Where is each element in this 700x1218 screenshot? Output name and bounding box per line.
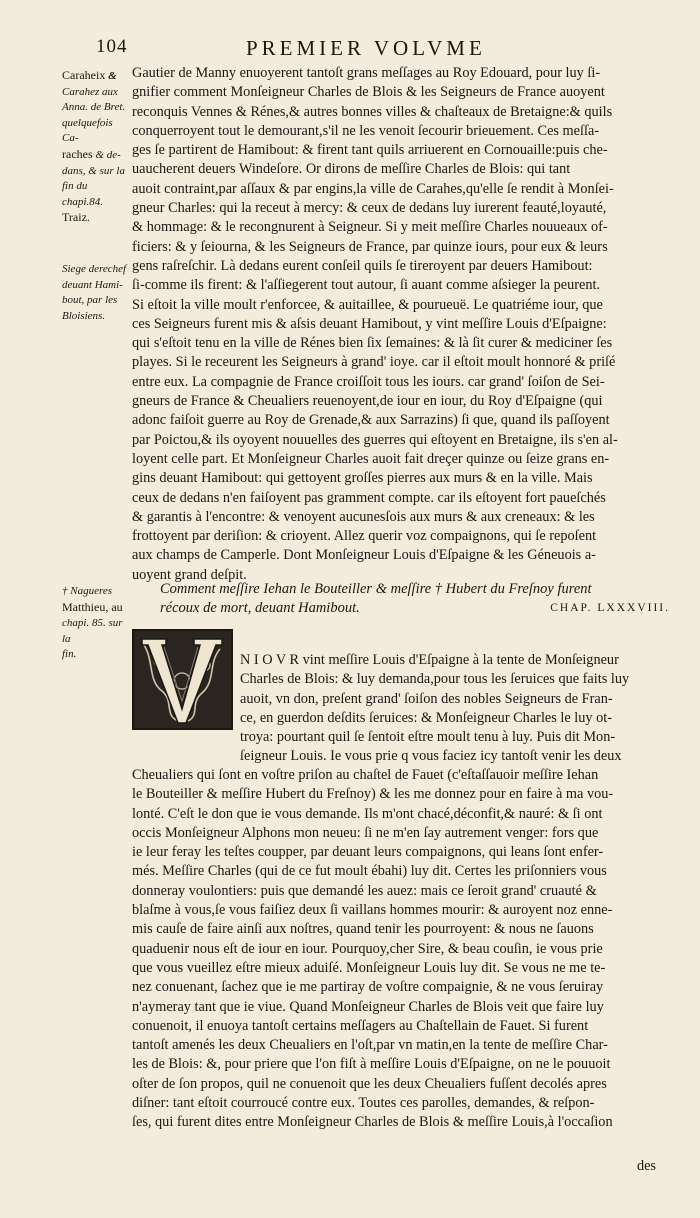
text-line: tantoſt amenés les deux Cheualiers en l'oſt,par vn matin,en la tente de meſſire Char- [132,1037,608,1054]
margin-note-line: dans, & sur la [62,164,125,177]
body-paragraph-2 [132,766,664,1133]
text-line: gins deuant Hamibout: qui gettoyent groſſes pierres aux murs & en la ville. Mais [132,470,593,487]
text-line: n'aymeray tant que ie viue. Quand Monſeigneur Charles de Blois veit que faire luy [132,998,604,1015]
chapter-title-line: récoux de mort, deuant Hamibout. [160,600,360,616]
text-line: ſi-comme ils firent: & l'aſſiegerent tout autour, ſi auant comme aſsieger la peurent. [132,277,601,294]
text-line: ce, en guerdon deſdits ſeruices: & Monſeigneur Charles le luy ot- [240,709,613,726]
margin-note-line: quelquefois Ca- [62,116,113,145]
text-line: gnifier comment Monſeigneur Charles de Blois & les Seigneurs de France auoyent [132,84,605,101]
text-line: reconquis Vennes & Rénes,& autres bonnes villes & chaſteaux de Bretaigne:& quils [132,103,613,120]
text-line: adonc faiſoit guerre au Roy de Grenade,& aux Sarrazins) ſi que, quand ils paſſoyent [132,412,610,429]
chapter-heading [160,580,670,618]
text-line: le Bouteiller & meſſire Hubert du Freſnoy) & les me donnez pour en faire à ma vou- [132,786,614,803]
margin-note-line: fin. [62,648,77,661]
margin-note-2 [62,262,130,324]
text-line: uoyent grand deſpit. [132,566,247,583]
margin-note-line: Traiz. [62,210,90,225]
text-line: N I O V R vint meſſire Louis d'Eſpaigne à la tente de Monſeigneur [240,652,619,668]
text-line: ſeigneur Louis. Ie vous prie q vous faciez icy tantoſt venir les deux [240,748,622,765]
text-line: playes. Si le receurent les Seigneurs à grand' ioye. car il eſtoit moult honnoré & priſé [132,354,616,371]
text-line: oſter de ſon propos, quil ne conuenoit que les deux Cheualiers fuſſent decolés apres [132,1075,607,1092]
catchword: des [636,1158,656,1174]
margin-note-line: Carahez aux [62,85,118,98]
margin-note-1: Caraheix & Carahez aux Anna. de Bret. quelquefois Ca- raches & de- dans, & sur la fin du chapi.84. Traiz. [62,68,126,225]
text-line: & hommage: & le recongnurent à Seigneur. Si y meit meſſire Charles nouueaux of- [132,219,608,236]
text-line: les de Blois: &, pour priere que l'on fiſt à meſſire Louis d'Eſpaigne, on ne le pouuoit [132,1056,611,1073]
margin-note-line: chapi. 85. sur la [62,617,123,645]
text-line: qui s'eſtoit tenu en la ville de Rénes bien ſix ſemaines: & là ſit curer & mediciner ſes [132,335,613,352]
margin-note-line: † Nagueres [62,585,113,597]
text-line: que vous vueillez eſtre mieux aduiſé. Monſeigneur Louis luy dit. Se vous ne me te- [132,959,606,976]
margin-note-line: bout, par les [62,294,118,307]
text-line: occis Monſeigneur Alphons mon neueu: ſi ne m'en ſay autrement venger: fors que [132,824,599,841]
text-line: entre eux. La compagnie de France croiſſoit tous les iours. car grand' ſoiſon de Sei- [132,373,605,390]
text-line: auoit contraint,par aſſaux & par engins,la ville de Carahes,qu'elle ſe rendit à Monſei- [132,180,614,197]
page-header [96,36,660,66]
margin-note-line: fin du chapi.84. [62,180,103,208]
margin-note-line: Caraheix [62,68,106,82]
text-line: ces Seigneurs furent mis & aſsis deuant Hamibout, y vint meſſire Louis d'Eſpaigne: [132,315,607,332]
text-line: & garantis à l'encontre: & venoyent aucunesſois aux murs & aux creneaux: & les [132,508,595,525]
text-line: gneurs de France & Cheualiers reuenoyent,de iour en iour, du Roy d'Eſpaigne (qui [132,393,603,410]
text-line: mis cauſe de faire ainſi aux noſtres, quand tenir les pourroyent: & nous ne ſauons [132,921,594,938]
margin-note-line: Bloisiens. [62,309,106,322]
text-line: diſner: tant eſtoit courroucé contre eux. Toutes ces parolles, demandes, & reſpon- [132,1095,595,1112]
margin-note-line: Anna. de Bret. [62,101,126,114]
text-line: ie leur feray les teſtes coupper, par deuant leurs compaignons, qui leans ſont enfer- [132,844,604,861]
text-line: quaduenir nous eſt de iour en iour. Pourquoy,cher Sire, & beau couſin, ie vous prie [132,940,603,957]
margin-note-line: raches [62,146,93,161]
text-line: gneur Charles: qui la receut à mercy: & ceux de dedans luy iurerent feauté,loyauté, [132,200,607,217]
margin-note-line: deuant Hami- [62,278,123,291]
text-line: Cheualiers qui ſont en voſtre priſon au chaſtel de Fauet (c'eſtaſſauoir meſſire Iehan [132,767,599,783]
text-line: conuenoit, il enuoya tantoſt certains meſſagers au Chaſtellain de Fauet. Si furent [132,1017,589,1034]
text-line: més. Meſſire Charles (qui de ce fut moult ébahi) luy dit. Certes les priſonniers vous [132,863,607,880]
text-line: conquerroyent tout le demourant,s'il ne les venoit ſecourir brieuement. Ces meſſa- [132,122,600,139]
text-line: Charles de Blois: & luy demanda,pour tous les ſeruices que faits luy [240,671,630,688]
text-line: ceux de dedans n'en faiſoyent pas gramment compte. car ils eſtoyent fort paueſchés [132,489,606,506]
text-line: donneray voulontiers: puis que demandé les auez: mais ce ſeroit grand' cruauté & [132,882,597,899]
text-line: loyent celle part. Et Monſeigneur Charles auoit fait dreçer quinze ou ſeize grans en- [132,450,610,467]
text-line: aux champs de Camperle. Dont Monſeigneur Louis d'Eſpaigne & les Géneuois a- [132,547,596,564]
text-line: nez conuenant, ſachez que ie me partiray de voſtre compaignie, & ne vous ſeruiray [132,979,604,996]
text-line: troya: pourtant quil ſe ſentoit eſtre moult tenu à luy. Puis dit Mon- [240,729,616,746]
text-line: Si eſtoit la ville moult r'enforcee, & auitaillee, & pourueuë. Le quatriéme iour, que [132,296,603,313]
text-line: lonté. C'eſt le don que ie vous demande. Ils m'ont chacé,déconfit,& nauré: & ſi ont [132,805,603,822]
chapter-title-line: Comment meſſire Iehan le Bouteiller & meſſire † Hubert du Freſnoy furent [160,581,592,597]
margin-note-3 [62,584,130,663]
margin-note-line: Matthieu, au [62,599,123,614]
text-line: frottoyent par deriſion: & crioyent. Allez querir voz compaignons, qui ſe repoſent [132,528,597,545]
text-line: par Poictou,& ils oyoyent nouuelles des guerres qui eſtoyent en Bretaigne, ils s'en al- [132,431,618,448]
running-head: PREMIER VOLVME [246,36,486,60]
body-paragraph-1 [132,64,664,585]
text-line: gens raſreſchir. Là dedans eurent conſeil quils ſe tireroyent par deuers Hamibout: [132,257,593,274]
chapter-number: CHAP. LXXXVIII. [550,602,670,614]
text-line: ficiers: & y ſeiourna, & les Seigneurs de France, par quinze iours, pour eux & leurs [132,238,608,255]
decorated-initial-v-icon [132,629,233,730]
text-line: Gautier de Manny enuoyerent tantoſt grans meſſages au Roy Edouard, pour luy ſi- [132,65,601,81]
page-number: 104 [96,36,128,57]
text-line: ges ſe partirent de Hamibout: & firent tant quils arriuerent en Cornouaille:puis che- [132,142,608,159]
text-line: ſes, qui furent dites entre Monſeigneur Charles de Blois & meſſire Louis,à l'occaſion [132,1114,613,1131]
text-line: uaucherent deuers Windeſore. Or dirons de meſſire Charles de Blois: qui tant [132,161,571,178]
chapter-opening-lines [240,651,664,767]
text-line: auoit, vn don, preſent grand' ſoiſon des nobles Seigneurs de Fran- [240,690,613,707]
margin-note-line: Siege derechef [62,263,127,275]
text-line: blaſme à vous,ſe vous faiſiez deux ſi vaillans hommes mourir: & auroyent noz enne- [132,902,613,919]
